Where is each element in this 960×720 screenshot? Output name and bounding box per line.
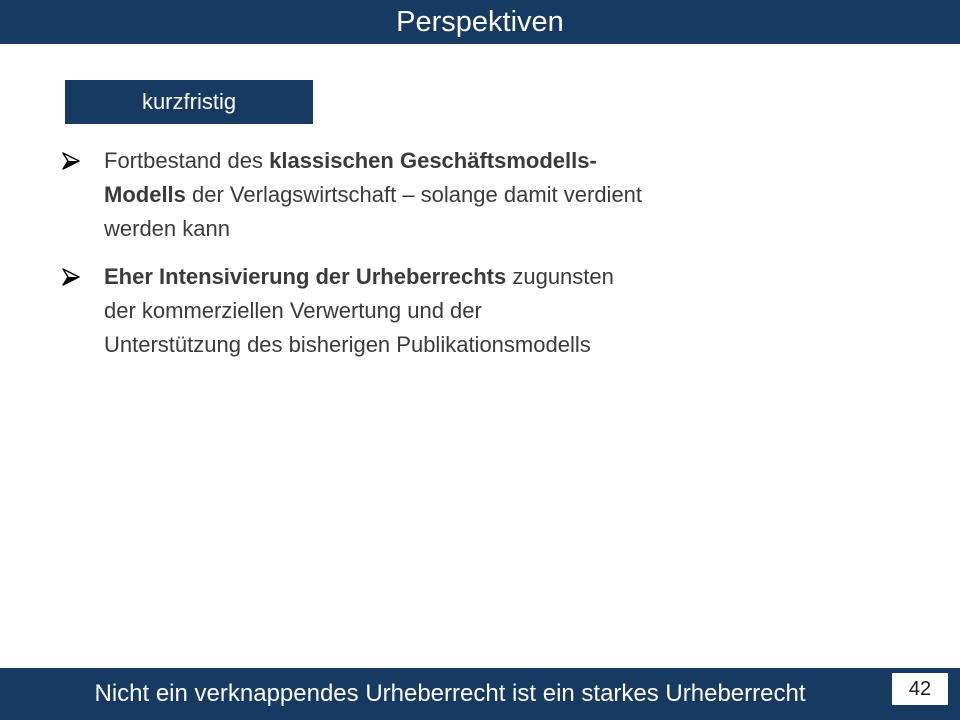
- bullet-text: werden kann: [104, 216, 230, 241]
- footer-text: Nicht ein verknappendes Urheberrecht ist ein starkes Urheberrecht: [94, 680, 806, 707]
- bullet-text: der Verlagswirtschaft – solange damit verdient: [185, 182, 643, 207]
- bullet-list: [62, 144, 782, 376]
- page-number: 42: [892, 673, 948, 705]
- bullet-item: [62, 260, 782, 362]
- bullet-text-bold: Modells: [104, 182, 186, 207]
- bullet-text-bold: klassischen Geschäftsmodells-: [269, 148, 597, 173]
- slide-title: Perspektiven: [396, 6, 564, 38]
- bullet-text: Unterstützung des bisherigen Publikationsmodells: [104, 332, 591, 357]
- arrowhead-bullet-icon: [62, 152, 80, 170]
- bullet-text: Fortbestand des: [104, 148, 270, 173]
- bullet-text: der kommerziellen Verwertung und der: [104, 298, 482, 323]
- bullet-text-bold: Eher Intensivierung der Urheberrechts: [104, 264, 507, 289]
- bullet-text: zugunsten: [506, 264, 614, 289]
- section-label: kurzfristig: [65, 80, 313, 124]
- arrowhead-bullet-icon: [62, 268, 80, 286]
- bullet-item: [62, 144, 782, 246]
